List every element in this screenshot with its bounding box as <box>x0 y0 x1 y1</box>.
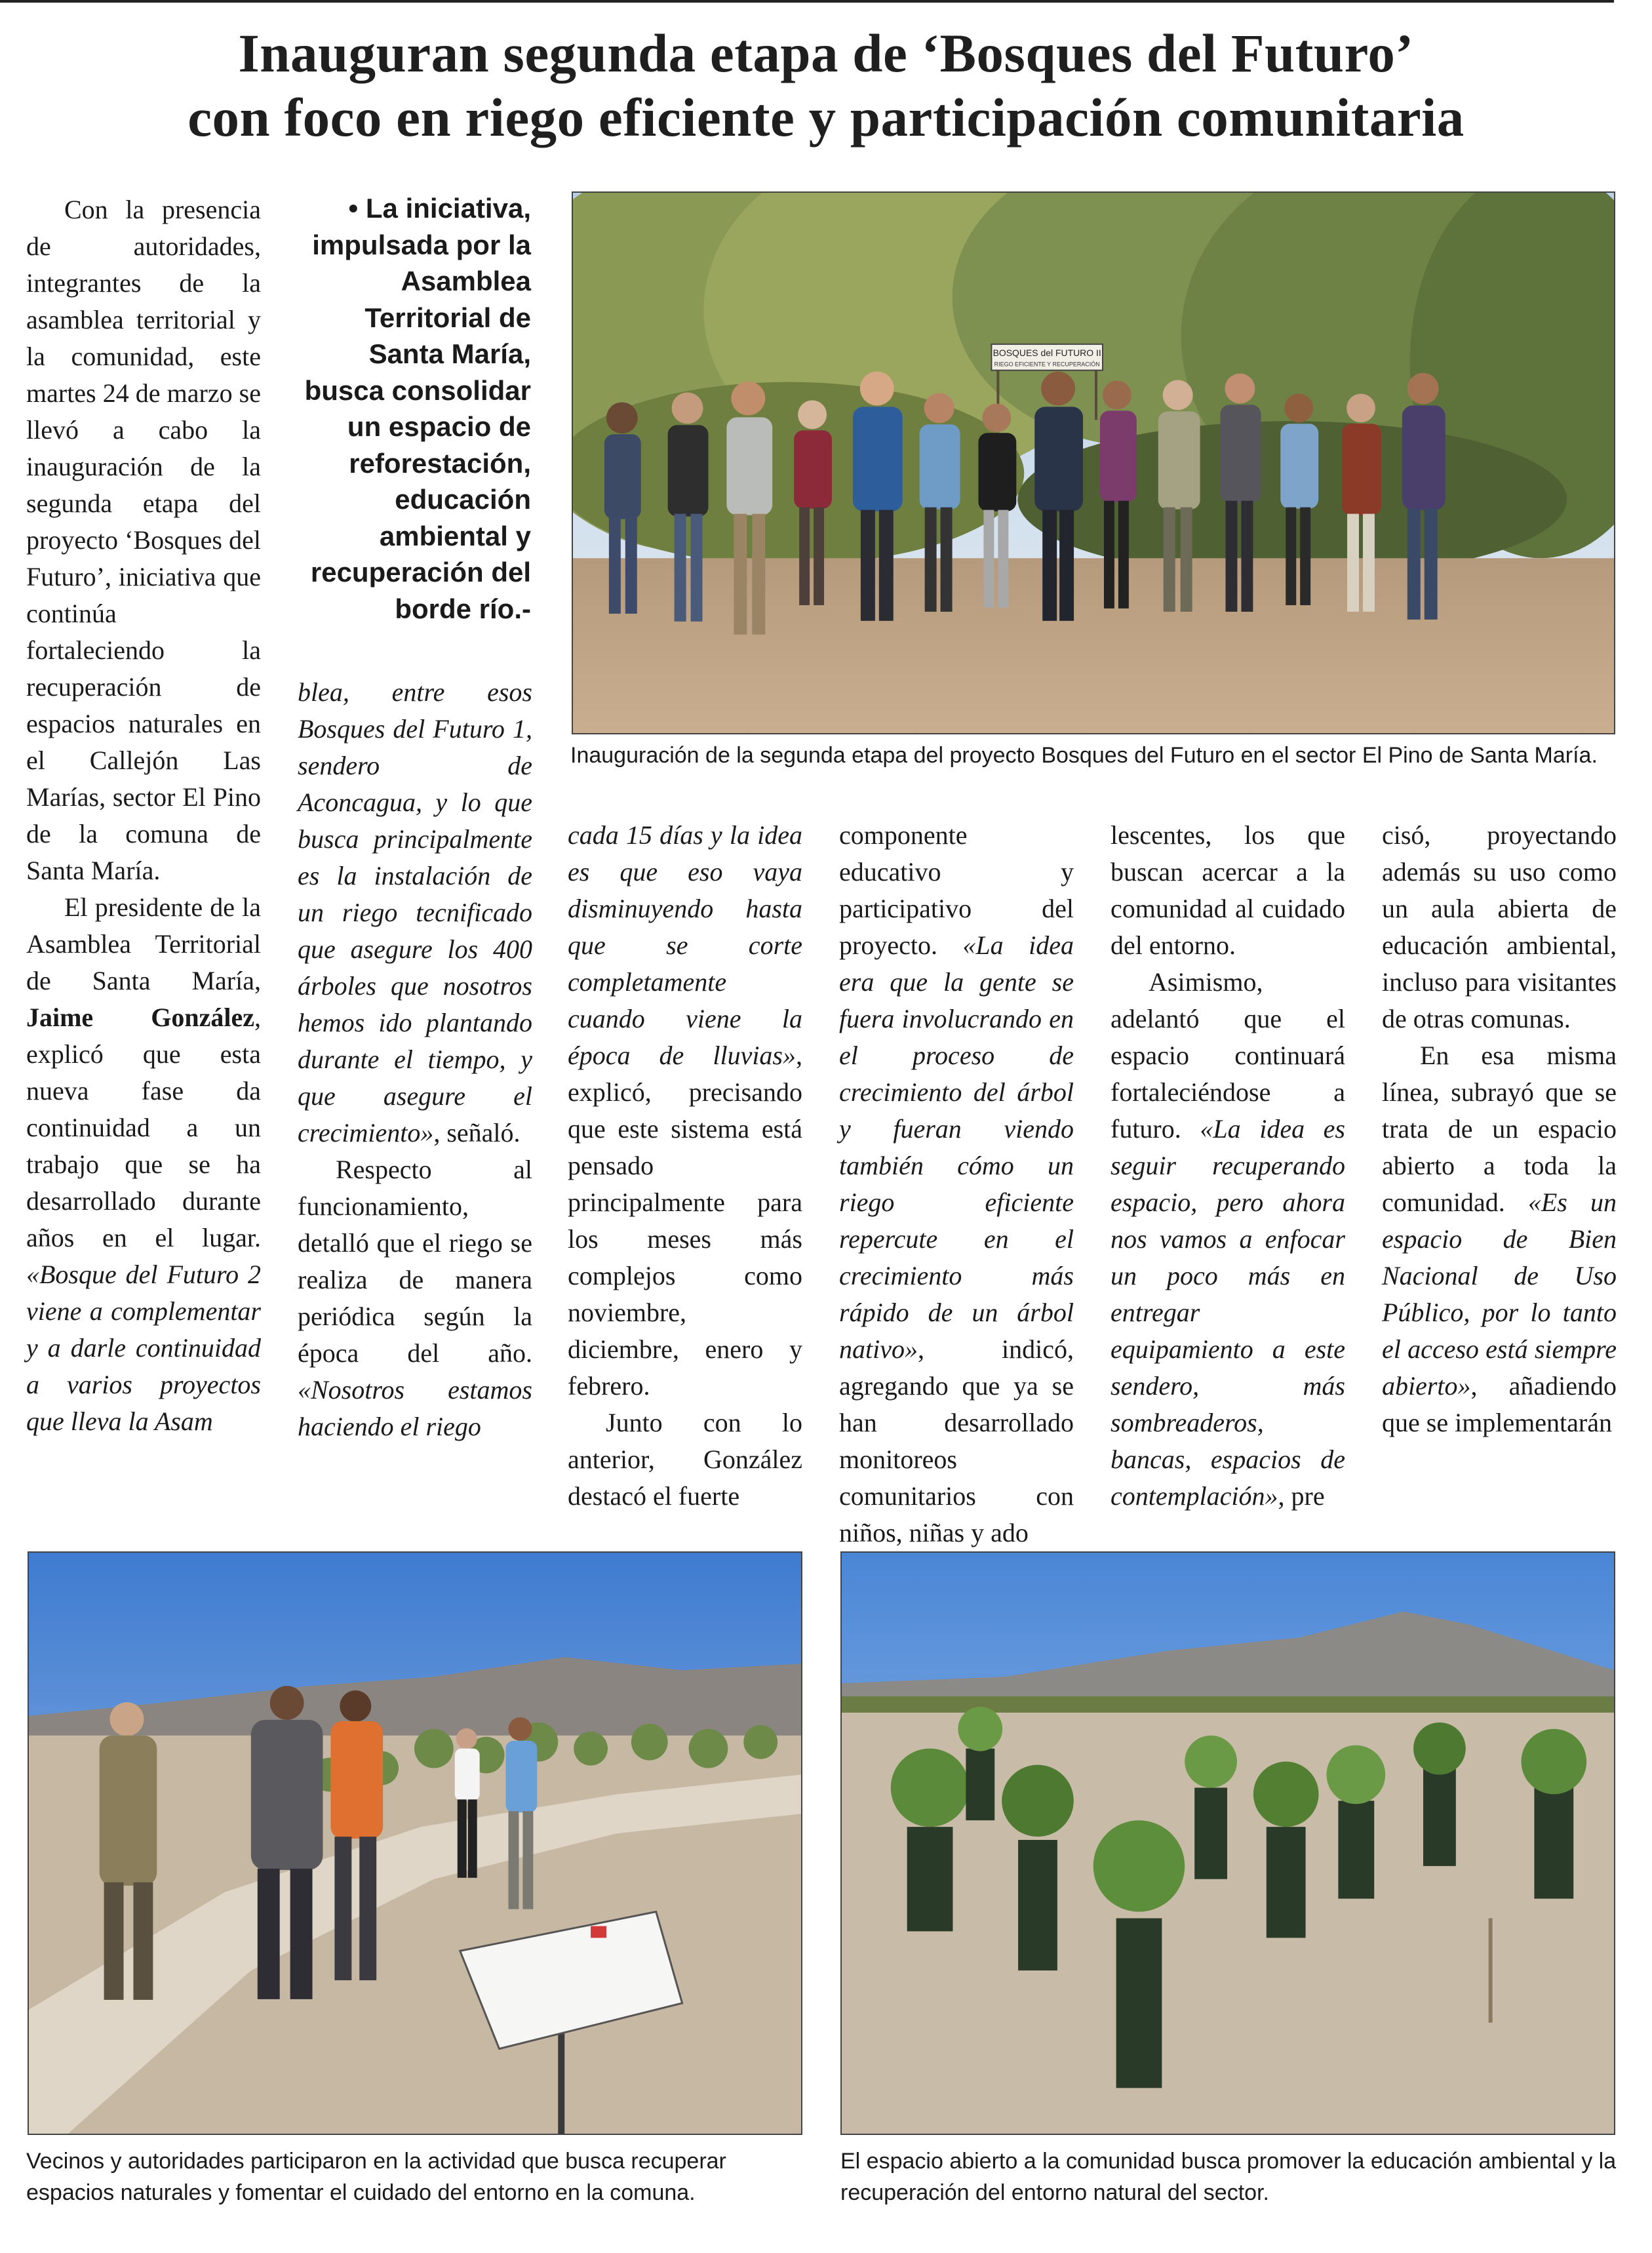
paragraph-2-start <box>26 889 261 1440</box>
p3-text-a: Respecto al funcionamiento, detalló que el riego se realiza de manera periódica según la época del año. <box>298 1155 532 1368</box>
paragraph-4-cont <box>839 817 1074 1551</box>
p4-text-a-cont: componente educativo y participativo del proyecto. <box>839 820 1074 960</box>
sign-text-1: BOSQUES del FUTURO II <box>993 347 1101 358</box>
person-name: Jaime González <box>26 1003 254 1032</box>
headline <box>26 21 1626 150</box>
p6-text-a: En esa misma línea, subrayó que se trata de un espacio abierto a toda la comunidad. <box>1382 1041 1617 1217</box>
p5-quote: «La idea es seguir recuperando espacio, pero ahora nos vamos a enfocar un poco más en entregar equipamiento a este sendero, más sombreaderos, bancas, espacios de contemplación» <box>1111 1114 1345 1511</box>
article-column-1 <box>26 191 261 1440</box>
paragraph-4-start: Junto con lo anterior, González destacó el fuerte <box>568 1408 802 1511</box>
paragraph-5-end: cisó, proyectando además su uso como un aula abierta de educación ambiental, incluso para visitantes de otras comunas. <box>1382 820 1617 1033</box>
headline-line-2: con foco en riego eficiente y participación comunitaria <box>187 87 1465 148</box>
article-column-6 <box>1382 817 1617 1441</box>
planted-trees-photo <box>840 1551 1615 2135</box>
p2-text-c: , señaló. <box>433 1118 521 1147</box>
article-column-4 <box>839 817 1074 1551</box>
article-column-5 <box>1111 817 1345 1515</box>
paragraph-6 <box>1382 1037 1617 1441</box>
caption-main-photo: Inauguración de la segunda etapa del proyecto Bosques del Futuro en el sector El Pino de Santa María. <box>570 743 1598 768</box>
pull-quote: • La iniciativa, impulsada por la Asamblea Territorial de Santa María, busca consolidar un espacio de reforestación, educación ambiental y recuperación del borde río.- <box>304 193 531 624</box>
paragraph-3-cont <box>568 817 802 1405</box>
group-photo <box>572 191 1615 734</box>
top-rule <box>0 0 1614 3</box>
p6-quote: «Es un espacio de Bien Nacional de Uso Público, por lo tanto el acceso está siempre abierto» <box>1382 1187 1617 1401</box>
p4-text-b: , indicó, agregando que ya se han desarrollado monitoreos comunitarios con niños, niñas y ado <box>839 1334 1074 1547</box>
p4-quote: «La idea era que la gente se fuera involucrando en el proceso de crecimiento del árbol y fueran viendo también cómo un riego eficiente repercute en el crecimiento más rápido de un árbol nativo» <box>839 930 1074 1364</box>
p5-text-a: Asimismo, adelantó que el espacio continuará fortaleciéndose a futuro. <box>1111 967 1345 1144</box>
p2-text-b: , explicó que esta nueva fase da continuidad a un trabajo que se ha desarrollado durante años en el lugar. <box>26 1003 261 1252</box>
paragraph-1: Con la presencia de autoridades, integrantes de la asamblea territorial y la comunidad, este martes 24 de marzo se llevó a cabo la inauguración de la segunda etapa del proyecto ‘Bosques del Futuro’, iniciativa que continúa fortaleciendo la recuperación de espacios naturales en el Callejón Las Marías, sector El Pino de la comuna de Santa María. <box>26 195 261 885</box>
path-walk-photo <box>28 1551 802 2135</box>
paragraph-3-start <box>298 1151 532 1445</box>
paragraph-5 <box>1111 964 1345 1515</box>
article-column-2 <box>298 674 532 1445</box>
p6-text-b: , añadiendo que se implementarán <box>1382 1371 1617 1437</box>
paragraph-2-cont <box>298 674 532 1151</box>
p3-quote-cont: cada 15 días y la idea es que eso vaya disminuyendo hasta que se corte completamente cuando viene la época de lluvias» <box>568 820 802 1070</box>
paragraph-4-end: lescentes, los que buscan acercar a la comunidad al cuidado del entorno. <box>1111 820 1345 960</box>
sign-text-2: RIEGO EFICIENTE Y RECUPERACIÓN <box>994 361 1100 368</box>
p3-text-b: , explicó, precisando que este sistema está pensado principalmente para los meses más complejos como noviembre, diciembre, enero y febrero. <box>568 1041 802 1401</box>
p2-text-a: El presidente de la Asamblea Territorial de Santa María, <box>26 892 261 995</box>
p3-quote: «Nosotros estamos haciendo el riego <box>298 1375 532 1441</box>
p2-quote: «Bosque del Futuro 2 viene a complementar y a darle continuidad a varios proyectos que lleva la Asam <box>26 1260 261 1436</box>
p5-text-b: , pre <box>1278 1481 1325 1511</box>
caption-right-photo: El espacio abierto a la comunidad busca promover la educación ambiental y la recuperación del entorno natural del sector. <box>840 2149 1617 2205</box>
headline-line-1: Inauguran segunda etapa de ‘Bosques del Futuro’ <box>238 23 1414 83</box>
p2-quote-cont: blea, entre esos Bosques del Futuro 1, sendero de Aconcagua, y lo que busca principalmente es la instalación de un riego tecnificado que asegure los 400 árboles que nosotros hemos ido plantando durante el tiempo, y que asegure el crecimiento» <box>298 677 532 1147</box>
article-column-3 <box>568 817 802 1515</box>
caption-left-photo: Vecinos y autoridades participaron en la actividad que busca recuperar espacios naturales y fomentar el cuidado del entorno en la comuna. <box>26 2149 726 2205</box>
